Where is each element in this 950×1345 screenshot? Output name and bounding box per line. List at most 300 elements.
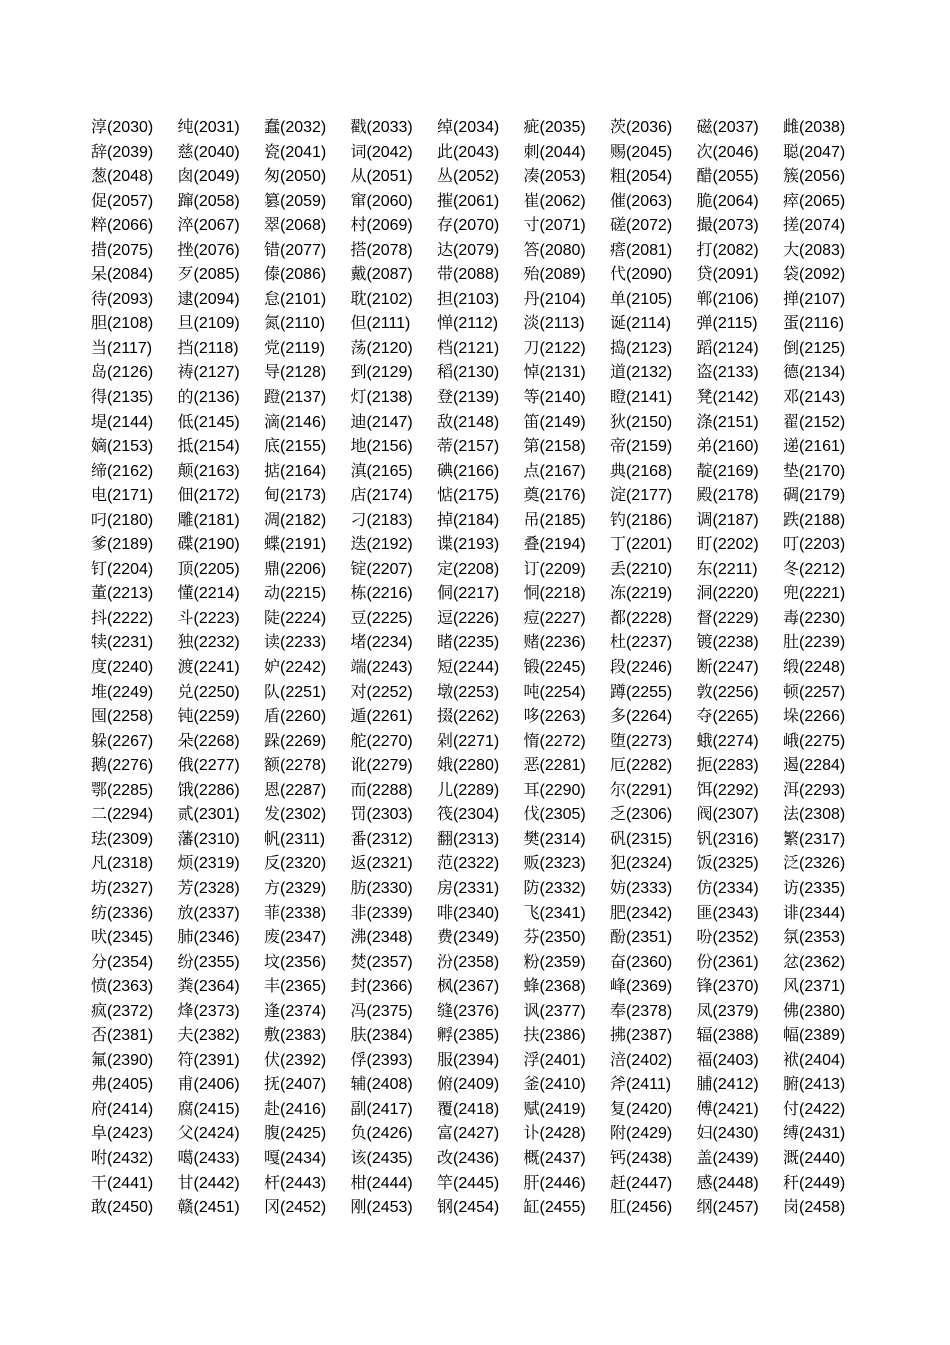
character-code-entry: 荡(2120) [350,339,413,357]
character-code-entry: 乏(2306) [610,806,673,824]
character-code-entry: 俯(2409) [437,1076,500,1094]
character-code-entry: 电(2171) [91,487,154,505]
character-code-entry: 杜(2237) [610,634,673,652]
character-code-entry: 袱(2404) [783,1051,846,1069]
character-code-entry: 典(2168) [610,462,673,480]
character-code-entry: 倒(2125) [783,339,846,357]
character-code-entry: 岛(2126) [91,364,154,382]
character-code-entry: 大(2083) [783,241,846,259]
character-code-entry: 吠(2345) [91,929,154,947]
character-code-entry: 翠(2068) [264,217,327,235]
character-code-entry: 剁(2271) [437,732,500,750]
character-code-entry: 甘(2442) [177,1174,240,1192]
character-code-entry: 笛(2149) [523,413,586,431]
character-code-entry: 帝(2159) [610,438,673,456]
character-code-entry: 错(2077) [264,241,327,259]
character-code-entry: 盗(2133) [696,364,759,382]
character-code-entry: 鹅(2276) [91,757,154,775]
character-code-entry: 腐(2415) [177,1100,240,1118]
character-code-entry: 翟(2152) [783,413,846,431]
character-code-entry: 迭(2192) [350,536,413,554]
character-code-entry: 蠢(2032) [264,119,327,136]
character-code-entry: 伐(2305) [523,806,586,824]
character-code-entry: 夺(2265) [696,708,759,726]
character-code-entry: 阜(2423) [91,1125,154,1143]
character-code-entry: 赐(2045) [610,143,673,161]
character-code-entry: 瞪(2141) [610,389,673,407]
character-code-entry: 肛(2456) [610,1199,673,1217]
character-code-entry: 蹿(2058) [177,192,240,210]
character-code-entry: 道(2132) [610,364,673,382]
character-code-entry: 抖(2222) [91,609,154,627]
character-code-entry: 狄(2150) [610,413,673,431]
character-code-entry: 富(2427) [437,1125,500,1143]
character-code-entry: 独(2232) [177,634,240,652]
character-code-entry: 遏(2284) [783,757,846,775]
character-code-entry: 纲(2457) [696,1199,759,1217]
character-code-entry: 樊(2314) [523,830,586,848]
character-code-entry: 缸(2455) [523,1199,586,1217]
character-code-entry: 福(2403) [696,1051,759,1069]
character-code-entry: 菲(2338) [264,904,327,922]
character-code-entry: 尔(2291) [610,781,673,799]
character-code-entry: 丁(2201) [610,536,673,554]
character-code-entry: 肪(2330) [350,879,413,897]
character-code-entry: 篡(2059) [264,192,327,210]
character-code-entry: 滇(2165) [350,462,413,480]
character-code-entry: 钒(2316) [696,830,759,848]
character-code-entry: 蹬(2137) [264,389,327,407]
character-code-entry: 干(2441) [91,1174,154,1192]
character-code-entry: 带(2088) [437,266,500,284]
character-code-entry: 跌(2188) [783,511,846,529]
character-code-entry: 掇(2262) [437,708,500,726]
character-code-entry: 段(2246) [610,659,673,677]
character-code-entry: 丢(2210) [610,560,673,578]
character-code-entry: 泛(2326) [783,855,846,873]
character-code-entry: 懂(2214) [177,585,240,603]
character-code-entry: 慈(2040) [177,143,240,161]
character-code-entry: 淳(2030) [91,119,154,136]
character-code-entry: 吊(2185) [523,511,586,529]
character-code-entry: 芬(2350) [523,929,586,947]
character-code-grid [91,116,871,1221]
character-code-entry: 纺(2336) [91,904,154,922]
character-code-entry: 措(2075) [91,241,154,259]
character-code-entry: 丰(2365) [264,978,327,996]
character-code-entry: 帆(2311) [264,830,326,848]
character-code-entry: 遁(2261) [350,708,413,726]
character-code-entry: 俄(2277) [177,757,240,775]
character-code-entry: 戴(2087) [350,266,413,284]
character-code-entry: 敷(2383) [264,1027,327,1045]
character-code-entry: 扼(2283) [696,757,759,775]
character-code-entry: 而(2288) [350,781,413,799]
character-code-entry: 犊(2231) [91,634,154,652]
character-code-entry: 钓(2186) [610,511,673,529]
character-code-entry: 赴(2416) [264,1100,327,1118]
character-code-entry: 芳(2328) [177,879,240,897]
character-code-entry: 登(2139) [437,389,500,407]
character-code-entry: 窜(2060) [350,192,413,210]
character-code-entry: 殿(2178) [696,487,759,505]
character-code-entry: 焚(2357) [350,953,413,971]
character-code-entry: 柑(2444) [350,1174,413,1192]
character-code-entry: 矾(2315) [610,830,673,848]
character-code-entry: 队(2251) [264,683,327,701]
character-code-entry: 淡(2113) [523,315,585,333]
character-code-entry: 锋(2370) [696,978,759,996]
character-code-entry: 鄂(2285) [91,781,154,799]
character-code-entry: 绰(2034) [437,119,500,136]
character-code-entry: 夫(2382) [177,1027,240,1045]
character-code-entry: 妒(2242) [264,659,327,677]
character-code-entry: 达(2079) [437,241,500,259]
character-code-entry: 捣(2123) [610,339,673,357]
character-code-entry: 肤(2384) [350,1027,413,1045]
character-code-entry: 词(2042) [350,143,413,161]
character-code-entry: 阀(2307) [696,806,759,824]
character-code-entry: 繁(2317) [783,830,846,848]
character-code-entry: 店(2174) [350,487,413,505]
character-code-entry: 咐(2432) [91,1149,154,1167]
character-code-entry: 付(2422) [783,1100,846,1118]
character-code-entry: 但(2111) [350,315,411,333]
character-code-entry: 犯(2324) [610,855,673,873]
character-code-entry: 丛(2052) [437,168,500,186]
character-code-entry: 崔(2062) [523,192,586,210]
character-code-entry: 到(2129) [350,364,413,382]
character-code-entry: 厄(2282) [610,757,673,775]
character-code-entry: 枫(2367) [437,978,500,996]
character-code-entry: 丹(2104) [523,290,586,308]
character-code-entry: 赌(2236) [523,634,586,652]
character-code-entry: 反(2320) [264,855,327,873]
character-code-entry: 悼(2131) [523,364,586,382]
character-code-entry: 忿(2362) [783,953,846,971]
character-code-entry: 对(2252) [350,683,413,701]
character-code-entry: 多(2264) [610,708,673,726]
character-code-entry: 盾(2260) [264,708,327,726]
character-code-entry: 点(2167) [523,462,586,480]
character-code-entry: 灯(2138) [350,389,413,407]
character-code-entry: 毒(2230) [783,609,846,627]
character-code-entry: 肚(2239) [783,634,846,652]
character-code-entry: 份(2361) [696,953,759,971]
character-code-entry: 耽(2102) [350,290,413,308]
character-code-entry: 抚(2407) [264,1076,327,1094]
character-code-entry: 吨(2254) [523,683,586,701]
character-code-entry: 讣(2428) [523,1125,586,1143]
character-code-entry: 腑(2413) [783,1076,846,1094]
character-code-entry: 辅(2408) [350,1076,413,1094]
character-code-entry: 颠(2163) [177,462,240,480]
character-code-entry: 逗(2226) [437,609,500,627]
character-code-entry: 覆(2418) [437,1100,500,1118]
character-code-entry: 囱(2049) [177,168,240,186]
character-code-entry: 粉(2359) [523,953,586,971]
character-code-entry: 雕(2181) [177,511,240,529]
character-code-entry: 氮(2110) [264,315,326,333]
character-code-entry: 镀(2238) [696,634,759,652]
character-code-entry: 涤(2151) [696,413,759,431]
character-code-entry: 概(2437) [523,1149,586,1167]
character-code-entry: 寸(2071) [523,217,586,235]
character-code-entry: 敌(2148) [437,413,500,431]
character-code-entry: 锻(2245) [523,659,586,677]
character-code-entry: 郸(2106) [696,290,759,308]
character-code-entry: 敦(2256) [696,683,759,701]
character-code-entry: 峰(2369) [610,978,673,996]
character-code-entry: 珐(2309) [91,830,154,848]
character-code-entry: 凑(2053) [523,168,586,186]
character-code-entry: 栋(2216) [350,585,413,603]
character-code-entry: 顶(2205) [177,560,240,578]
character-code-entry: 答(2080) [523,241,586,259]
character-code-entry: 傅(2421) [696,1100,759,1118]
character-code-entry: 得(2135) [91,389,154,407]
character-code-entry: 怠(2101) [264,290,327,308]
character-code-entry: 堵(2234) [350,634,413,652]
character-code-entry: 纷(2355) [177,953,240,971]
character-code-entry: 佃(2172) [177,487,240,505]
character-code-entry: 地(2156) [350,438,413,456]
character-code-entry: 符(2391) [177,1051,240,1069]
character-code-entry: 辞(2039) [91,143,154,161]
character-code-entry: 墩(2253) [437,683,500,701]
character-code-entry: 跺(2269) [264,732,327,750]
character-code-entry: 催(2063) [610,192,673,210]
character-code-entry: 涪(2402) [610,1051,673,1069]
character-code-entry: 竿(2445) [437,1174,500,1192]
character-code-entry: 瘩(2081) [610,241,673,259]
character-code-entry: 靛(2169) [696,462,759,480]
character-code-entry: 赋(2419) [523,1100,586,1118]
character-code-entry: 董(2213) [91,585,154,603]
character-code-entry: 脆(2064) [696,192,759,210]
character-code-entry: 渡(2241) [177,659,240,677]
character-code-entry: 侗(2217) [437,585,500,603]
character-code-entry: 垫(2170) [783,462,846,480]
character-code-entry: 锭(2207) [350,560,413,578]
character-code-entry: 囤(2258) [91,708,154,726]
character-code-entry: 碉(2179) [783,487,846,505]
character-code-entry: 佛(2380) [783,1002,846,1020]
character-code-entry: 刚(2453) [350,1199,413,1217]
character-code-entry: 防(2332) [523,879,586,897]
character-code-entry: 堕(2273) [610,732,673,750]
character-code-entry: 秆(2449) [783,1174,846,1192]
character-code-entry: 放(2337) [177,904,240,922]
character-code-entry: 睹(2235) [437,634,500,652]
character-code-entry: 磁(2037) [696,119,759,136]
character-code-entry: 傣(2086) [264,266,327,284]
character-code-entry: 促(2057) [91,192,154,210]
character-code-entry: 逢(2374) [264,1002,327,1020]
character-code-entry: 叼(2180) [91,511,154,529]
character-code-entry: 叮(2203) [783,536,846,554]
character-code-entry: 贰(2301) [177,806,240,824]
character-code-entry: 肝(2446) [523,1174,586,1192]
character-code-entry: 氛(2353) [783,929,846,947]
character-code-entry: 赣(2451) [177,1199,240,1217]
character-code-entry: 瘁(2065) [783,192,846,210]
character-code-entry: 村(2069) [350,217,413,235]
character-code-entry: 缎(2248) [783,659,846,677]
character-code-entry: 匪(2343) [696,904,759,922]
character-code-entry: 叠(2194) [523,536,586,554]
character-code-entry: 讽(2377) [523,1002,586,1020]
character-code-entry: 缝(2376) [437,1002,500,1020]
character-code-entry: 鼎(2206) [264,560,327,578]
character-code-entry: 挫(2076) [177,241,240,259]
character-code-entry: 坊(2327) [91,879,154,897]
character-code-entry: 坟(2356) [264,953,327,971]
character-code-entry: 盯(2202) [696,536,759,554]
character-code-entry: 兜(2221) [783,585,846,603]
character-code-entry: 诞(2114) [610,315,672,333]
character-code-entry: 递(2161) [783,438,846,456]
character-code-entry: 呆(2084) [91,266,154,284]
character-code-entry: 袋(2092) [783,266,846,284]
character-code-entry: 服(2394) [437,1051,500,1069]
character-code-entry: 饭(2325) [696,855,759,873]
character-code-entry: 祷(2127) [177,364,240,382]
character-code-entry: 嫡(2153) [91,438,154,456]
character-code-entry: 孵(2385) [437,1027,500,1045]
character-code-entry: 惰(2272) [523,732,586,750]
character-code-entry: 贩(2323) [523,855,586,873]
character-code-entry: 幅(2389) [783,1027,846,1045]
character-code-entry: 歹(2085) [177,266,240,284]
character-code-entry: 垛(2266) [783,708,846,726]
character-code-entry: 脯(2412) [696,1076,759,1094]
character-code-entry: 蹲(2255) [610,683,673,701]
character-code-entry: 痘(2227) [523,609,586,627]
character-code-entry: 甸(2173) [264,487,327,505]
character-code-entry: 凋(2182) [264,511,327,529]
character-code-entry: 房(2331) [437,879,500,897]
character-code-entry: 抵(2154) [177,438,240,456]
character-code-entry: 短(2244) [437,659,500,677]
character-code-entry: 弟(2160) [696,438,759,456]
character-code-entry: 斗(2223) [177,609,240,627]
character-code-entry: 从(2051) [350,168,413,186]
character-code-entry: 斧(2411) [610,1076,672,1094]
character-code-entry: 盖(2439) [696,1149,759,1167]
character-code-entry: 逮(2094) [177,290,240,308]
character-code-entry: 诽(2344) [783,904,846,922]
character-code-entry: 刺(2044) [523,143,586,161]
character-code-entry: 藩(2310) [177,830,240,848]
character-code-entry: 第(2158) [523,438,586,456]
character-code-entry: 醋(2055) [696,168,759,186]
character-code-entry: 甫(2406) [177,1076,240,1094]
character-code-entry: 胆(2108) [91,315,154,333]
character-code-entry: 额(2278) [264,757,327,775]
character-code-entry: 恩(2287) [264,781,327,799]
character-code-entry: 饿(2286) [177,781,240,799]
character-code-entry: 迪(2147) [350,413,413,431]
character-code-entry: 担(2103) [437,290,500,308]
character-code-entry: 钢(2454) [437,1199,500,1217]
character-code-entry: 东(2211) [696,560,758,578]
character-code-entry: 摧(2061) [437,192,500,210]
character-code-entry: 恫(2218) [523,585,586,603]
character-code-entry: 父(2424) [177,1125,240,1143]
character-code-entry: 氟(2390) [91,1051,154,1069]
character-code-entry: 发(2302) [264,806,327,824]
character-code-entry: 蜂(2368) [523,978,586,996]
character-code-entry: 谍(2193) [437,536,500,554]
character-code-entry: 封(2366) [350,978,413,996]
character-code-entry: 德(2134) [783,364,846,382]
character-code-entry: 搭(2078) [350,241,413,259]
character-code-entry: 掂(2164) [264,462,327,480]
character-code-entry: 吩(2352) [696,929,759,947]
character-code-entry: 否(2381) [91,1027,154,1045]
character-code-entry: 俘(2393) [350,1051,413,1069]
character-code-entry: 冬(2212) [783,560,846,578]
character-code-entry: 该(2435) [350,1149,413,1167]
character-code-entry: 缔(2162) [91,462,154,480]
character-code-entry: 二(2294) [91,806,154,824]
character-code-entry: 粹(2066) [91,217,154,235]
character-code-entry: 刀(2122) [523,339,586,357]
character-code-entry: 妨(2333) [610,879,673,897]
character-code-entry: 簇(2056) [783,168,846,186]
character-code-entry: 豆(2225) [350,609,413,627]
character-code-entry: 堆(2249) [91,683,154,701]
character-code-entry: 雌(2038) [783,119,846,136]
character-code-entry: 辐(2388) [696,1027,759,1045]
character-code-entry: 舵(2270) [350,732,413,750]
character-code-entry: 等(2140) [523,389,586,407]
character-code-entry: 爹(2189) [91,536,154,554]
character-code-entry: 峨(2275) [783,732,846,750]
character-code-entry: 旦(2109) [177,315,240,333]
character-code-entry: 赶(2447) [610,1174,673,1192]
character-code-entry: 飞(2341) [523,904,586,922]
character-code-entry: 筏(2304) [437,806,500,824]
character-code-entry: 邓(2143) [783,389,846,407]
character-code-entry: 订(2209) [523,560,586,578]
character-code-entry: 仿(2334) [696,879,759,897]
character-code-entry: 掸(2107) [783,290,846,308]
character-code-entry: 打(2082) [696,241,759,259]
character-code-entry: 度(2240) [91,659,154,677]
character-code-entry: 粗(2054) [610,168,673,186]
character-code-entry: 噶(2433) [177,1149,240,1167]
character-code-entry: 附(2429) [610,1125,673,1143]
character-code-entry: 啡(2340) [437,904,500,922]
character-code-entry: 蝶(2191) [264,536,327,554]
character-code-entry: 酚(2351) [610,929,673,947]
character-code-entry: 烦(2319) [177,855,240,873]
character-code-entry: 方(2329) [264,879,327,897]
character-code-entry: 存(2070) [437,217,500,235]
character-code-entry: 访(2335) [783,879,846,897]
character-code-entry: 疵(2035) [523,119,586,136]
character-code-entry: 分(2354) [91,953,154,971]
character-code-entry: 动(2215) [264,585,327,603]
character-code-entry: 堤(2144) [91,413,154,431]
character-code-entry: 冯(2375) [350,1002,413,1020]
character-code-entry: 敢(2450) [91,1199,154,1217]
character-code-entry: 搓(2074) [783,217,846,235]
character-code-entry: 党(2119) [264,339,326,357]
character-code-entry: 妇(2430) [696,1125,759,1143]
